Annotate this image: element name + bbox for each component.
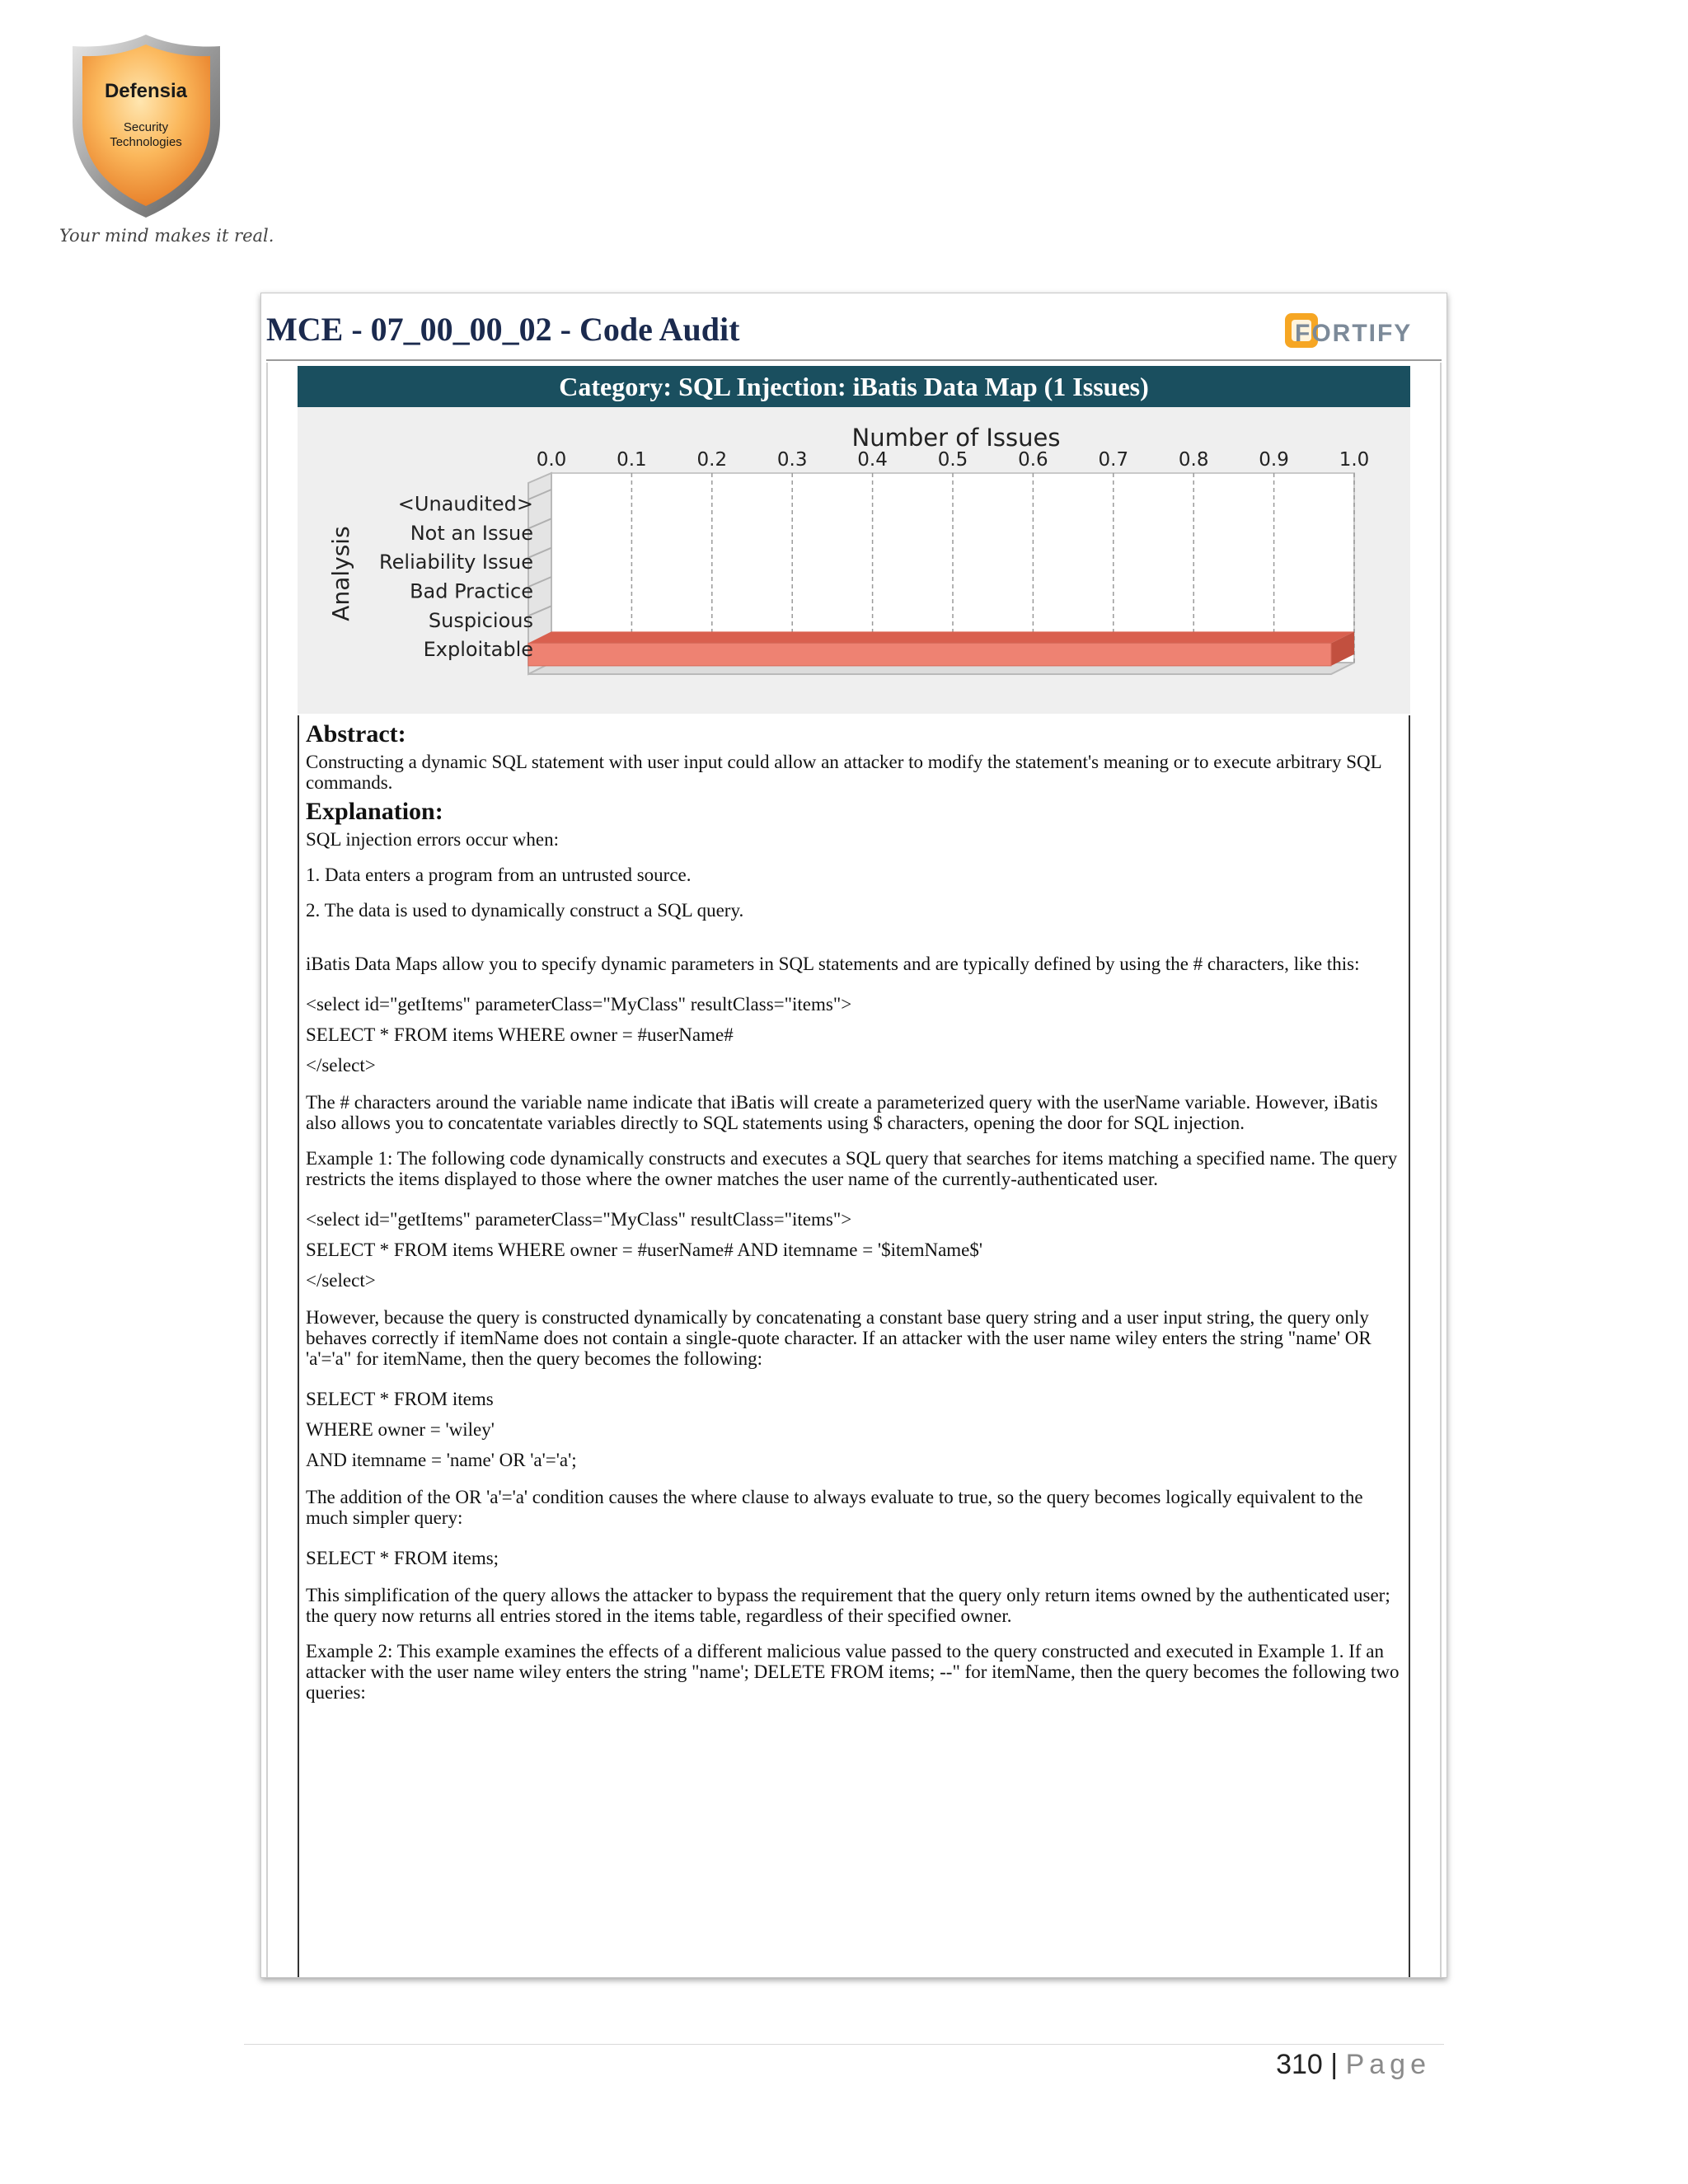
- explanation-paragraph: This simplification of the query allows the attacker to bypass the requirement that the query only return items owned by the authenticated user; the query now returns all entries stored in the items table, regardless of their specified owner.: [306, 1585, 1390, 1626]
- x-tick-label: 0.1: [617, 449, 647, 471]
- abstract-text: Constructing a dynamic SQL statement with user input could allow an attacker to modify the statement's meaning or to execute arbitrary SQL commands.: [306, 752, 1381, 793]
- logo-name: Defensia: [104, 80, 188, 102]
- bar-top: [528, 631, 1354, 643]
- page-number-footer: [1276, 2049, 1431, 2081]
- example-paragraph: Example 2: This example examines the effects of a different malicious value passed to the query constructed and executed in Example 1. If an attacker with the user name wiley enters the string "name'; DELETE FROM items; --" for itemName, then the query becomes the following two queries:: [306, 1641, 1400, 1703]
- code-line: SELECT * FROM items WHERE owner = #userName# AND itemname = '$itemName$': [306, 1240, 983, 1260]
- x-tick-label: 0.4: [857, 449, 888, 471]
- finding-content: [298, 715, 1410, 1977]
- defensia-logo: [66, 31, 227, 221]
- example-paragraph: Example 1: The following code dynamically constructs and executes a SQL query that searches for items matching a specified name. The query restricts the items displayed to those where the owner matches the user name of the currently-authenticated user.: [306, 1148, 1398, 1189]
- code-line: SELECT * FROM items;: [306, 1548, 499, 1568]
- x-tick-label: 0.5: [937, 449, 968, 471]
- code-line: AND itemname = 'name' OR 'a'='a';: [306, 1450, 577, 1470]
- x-tick-label: 0.3: [776, 449, 808, 471]
- logo-line1: Security: [123, 120, 169, 134]
- explanation-list-item: 2. The data is used to dynamically construct a SQL query.: [306, 900, 744, 921]
- x-tick-label: 0.0: [536, 449, 567, 471]
- y-tick-label: Bad Practice: [410, 579, 533, 603]
- page-separator: |: [1330, 2049, 1339, 2080]
- bar-exploitable: [528, 643, 1331, 666]
- chart-y-axis-label: Analysis: [327, 526, 354, 621]
- report-title: MCE - 07_00_00_02 - Code Audit: [266, 311, 740, 348]
- y-tick-label: <Unaudited>: [397, 492, 533, 516]
- code-line: SELECT * FROM items: [306, 1389, 494, 1409]
- issues-chart: [298, 407, 1410, 714]
- page-number: 310: [1276, 2049, 1323, 2080]
- fortify-brand: FORTIFY: [1295, 320, 1413, 347]
- explanation-paragraph: However, because the query is constructed dynamically by concatenating a constant base query string and a user input string, the query only behaves correctly if itemName does not contain a single-quote character. If an attacker with the user name wiley enters the string "name' OR 'a'='a" for itemName, then the query becomes the following:: [306, 1307, 1372, 1369]
- x-tick-label: 1.0: [1339, 449, 1370, 471]
- header-divider: [266, 359, 1442, 361]
- logo-tagline: Your mind makes it real.: [59, 226, 274, 246]
- explanation-paragraph: The addition of the OR 'a'='a' condition causes the where clause to always evaluate to true, so the query becomes logically equivalent to the much simpler query:: [306, 1487, 1363, 1528]
- report-header: [266, 300, 1442, 356]
- page-label: Page: [1345, 2049, 1431, 2080]
- code-line: WHERE owner = 'wiley': [306, 1419, 495, 1440]
- x-tick-label: 0.7: [1098, 449, 1129, 471]
- y-tick-label: Reliability Issue: [379, 551, 533, 574]
- fortify-logo: [1283, 310, 1430, 353]
- footer-divider: [244, 2044, 1444, 2045]
- chart-title: Number of Issues: [851, 424, 1061, 452]
- logo-line2: Technologies: [110, 135, 182, 149]
- x-tick-label: 0.8: [1178, 449, 1209, 471]
- explanation-paragraph: The # characters around the variable name indicate that iBatis will create a parameterized query with the userName variable. However, iBatis also allows you to concatentate variables directly to SQL statements using $ characters, opening the door for SQL injection.: [306, 1092, 1378, 1133]
- x-tick-label: 0.6: [1018, 449, 1048, 471]
- y-tick-label: Not an Issue: [410, 521, 533, 545]
- y-tick-label: Exploitable: [423, 638, 533, 662]
- code-line: SELECT * FROM items WHERE owner = #userName#: [306, 1024, 734, 1045]
- abstract-heading: Abstract:: [306, 720, 406, 748]
- category-header: Category: SQL Injection: iBatis Data Map (1 Issues): [298, 366, 1410, 407]
- x-tick-label: 0.9: [1259, 449, 1289, 471]
- explanation-list-item: 1. Data enters a program from an untrusted source.: [306, 865, 692, 885]
- report-panel: [260, 293, 1447, 1978]
- explanation-paragraph: iBatis Data Maps allow you to specify dynamic parameters in SQL statements and are typically defined by using the # characters, like this:: [306, 954, 1360, 974]
- code-line: <select id="getItems" parameterClass="MyClass" resultClass="items">: [306, 994, 852, 1015]
- code-line: <select id="getItems" parameterClass="MyClass" resultClass="items">: [306, 1209, 852, 1230]
- code-line: </select>: [306, 1270, 376, 1291]
- code-line: </select>: [306, 1055, 376, 1076]
- explanation-paragraph: SQL injection errors occur when:: [306, 829, 559, 850]
- y-tick-label: Suspicious: [428, 608, 533, 632]
- explanation-heading: Explanation:: [306, 798, 443, 825]
- x-tick-label: 0.2: [696, 449, 728, 471]
